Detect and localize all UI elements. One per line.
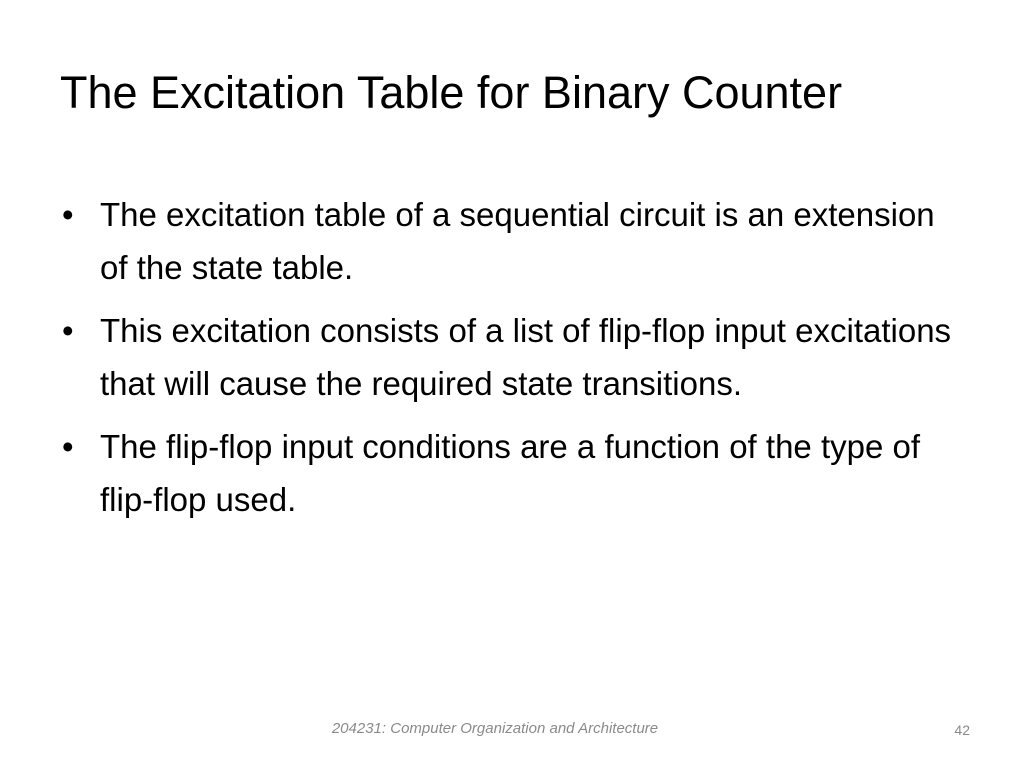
- bullet-item: [60, 304, 960, 410]
- bullet-text: The flip-flop input conditions are a function of the type of flip-flop used.: [100, 428, 921, 518]
- bullet-icon: •: [62, 196, 74, 233]
- bullet-text: This excitation consists of a list of flip-flop input excitations that will cause the required state transitions.: [100, 312, 952, 402]
- bullet-icon: •: [62, 428, 74, 465]
- page-number: 42: [954, 722, 970, 738]
- bullet-item: [60, 188, 960, 294]
- bullet-text: The excitation table of a sequential circuit is an extension of the state table.: [100, 196, 935, 286]
- bullet-list: [60, 188, 960, 536]
- slide-title: The Excitation Table for Binary Counter: [60, 67, 843, 118]
- bullet-icon: •: [62, 312, 74, 349]
- bullet-item: [60, 420, 960, 526]
- footer-course-name: 204231: Computer Organization and Architecture: [331, 720, 659, 737]
